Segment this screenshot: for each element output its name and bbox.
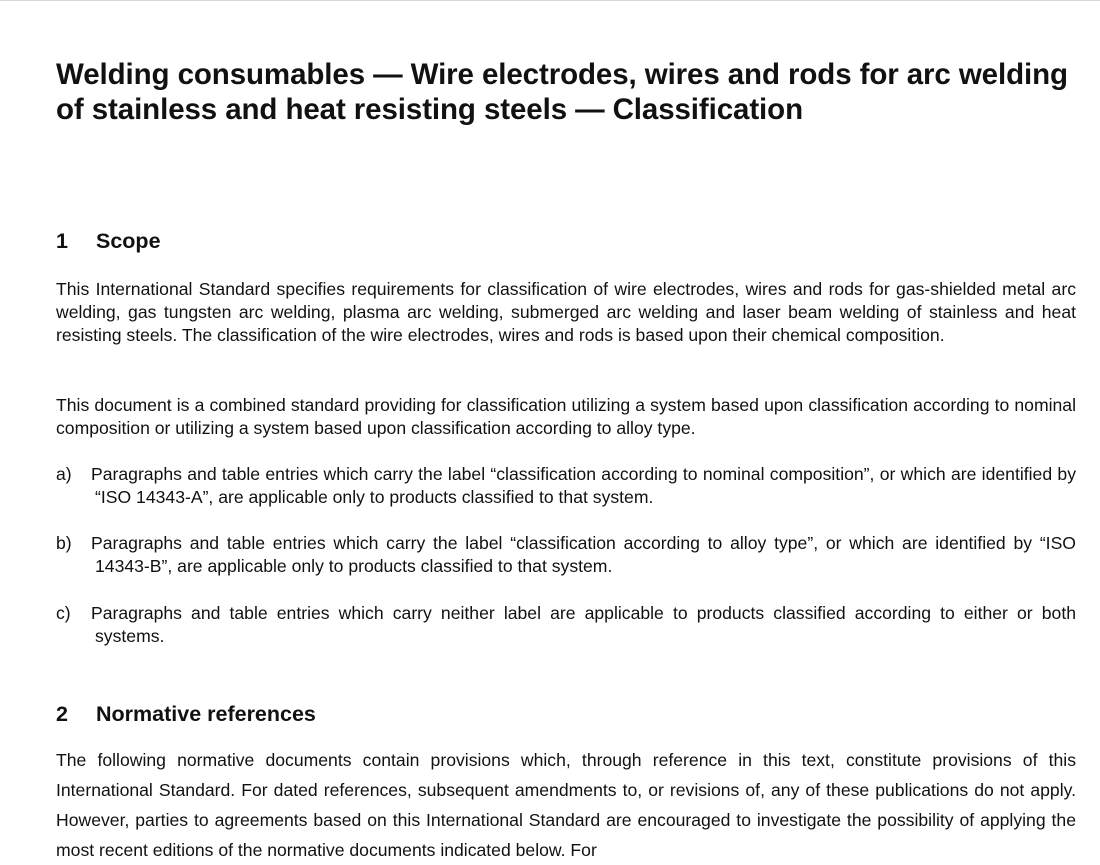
normative-references-paragraph: The following normative documents contain provisions which, through reference in this text, constitute provisions of this International Standard. For dated references, subsequent amendments to, or revisions of, any of these publications do not apply. However, parties to agreements based on this International Standard are encouraged to investigate the possibility of applying the most recent editions of the normative documents indicated below. For: [56, 750, 1076, 860]
page-top-border: [0, 0, 1100, 1]
list-marker: b): [56, 533, 72, 553]
section-title: Scope: [96, 229, 161, 253]
list-marker: a): [56, 464, 72, 484]
list-text: Paragraphs and table entries which carry the label “classification according to alloy type”, or which are identified by “ISO 14343-B”, are applicable only to products classified to that system.: [91, 533, 1076, 576]
list-marker: c): [56, 603, 71, 623]
list-item-c: [56, 602, 1076, 648]
list-item-b: [56, 532, 1076, 578]
scope-paragraph-2: This document is a combined standard providing for classification utilizing a system based upon classification according to nominal composition or utilizing a system based upon classification according to alloy type.: [56, 395, 1076, 438]
section-number: 2: [56, 702, 68, 726]
section-title: Normative references: [96, 702, 316, 726]
scope-paragraph-1: This International Standard specifies requirements for classification of wire electrodes, wires and rods for gas-shielded metal arc welding, gas tungsten arc welding, plasma arc welding, submerged arc welding and laser beam welding of stainless and heat resisting steels. The classification of the wire electrodes, wires and rods is based upon their chemical composition.: [56, 279, 1076, 345]
list-text: Paragraphs and table entries which carry neither label are applicable to products classified according to either or both systems.: [91, 603, 1076, 646]
list-item-a: [56, 463, 1076, 509]
section-heading-scope: [56, 228, 161, 254]
list-text: Paragraphs and table entries which carry the label “classification according to nominal composition”, or which are identified by “ISO 14343-A”, are applicable only to products classified to that system.: [91, 464, 1076, 507]
section-heading-normative-references: [56, 701, 316, 727]
document-title: Welding consumables — Wire electrodes, wires and rods for arc welding of stainless and heat resisting steels — Classification: [56, 58, 1068, 126]
section-number: 1: [56, 229, 68, 253]
